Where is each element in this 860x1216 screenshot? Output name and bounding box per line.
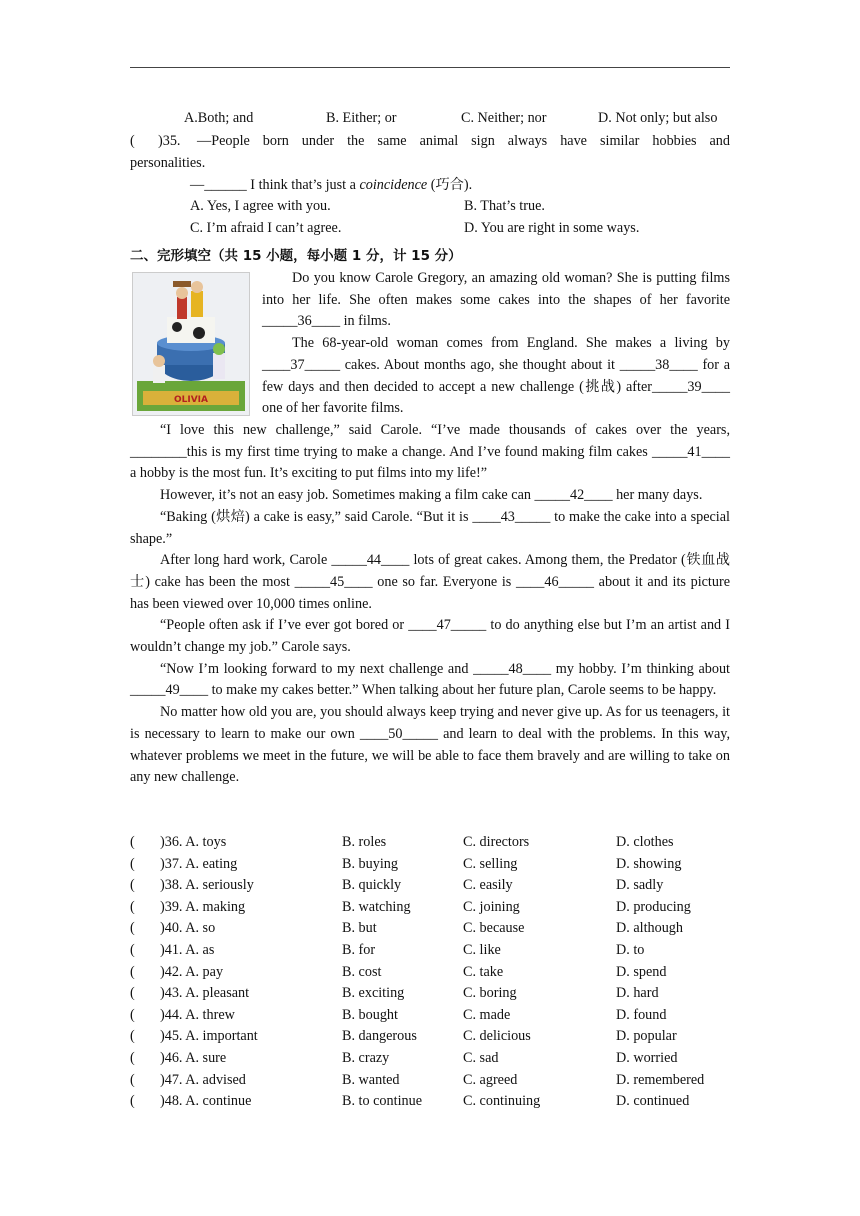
question-option-a: )44. A. threw xyxy=(160,1006,235,1023)
question-option-c: C. easily xyxy=(463,877,513,894)
question-option-a: )46. A. sure xyxy=(160,1049,227,1066)
question-option-b: B. buying xyxy=(342,855,398,872)
passage-paragraph-4: However, it’s not an easy job. Sometimes making a film cake can _____42____ her many days. xyxy=(160,487,703,504)
passage-p1 xyxy=(262,268,730,420)
answer-paren: ( xyxy=(130,855,135,872)
question-option-d: D. remembered xyxy=(616,1071,705,1088)
passage-paragraph-8: “Now I’m looking forward to my next challenge and _____48____ my hobby. I’m thinking about _____49____ to make my cakes better.” When talking about her future plan, Carole seems to be happy. xyxy=(130,660,730,699)
question-option-b: B. crazy xyxy=(342,1049,390,1066)
question-option-d: D. continued xyxy=(616,1093,690,1110)
q34-option-b: B. Either; or xyxy=(326,110,397,126)
answer-paren: ( xyxy=(130,920,135,937)
question-option-d: D. hard xyxy=(616,985,659,1002)
question-option-a: )38. A. seriously xyxy=(160,877,254,894)
q35-paren-open: ( xyxy=(130,133,135,149)
question-option-a: )42. A. pay xyxy=(160,963,224,980)
question-option-c: C. continuing xyxy=(463,1093,541,1110)
q34-option-d: D. Not only; but also xyxy=(598,110,718,126)
q35-reply xyxy=(130,175,730,197)
passage-paragraph-2: The 68-year-old woman comes from England. She makes a living by ____37_____ cakes. About months ago, she thought about it _____38____ for a few days and then decided to accept a new challenge (挑战) after_____39____ one of her favorite films. xyxy=(262,335,730,417)
question-option-b: B. watching xyxy=(342,898,411,915)
question-option-c: C. because xyxy=(463,920,525,937)
question-row xyxy=(130,875,730,897)
question-option-c: C. selling xyxy=(463,855,518,872)
q35-line2: personalities. xyxy=(130,155,206,171)
question-option-b: B. quickly xyxy=(342,877,402,894)
answer-paren: ( xyxy=(130,1093,135,1110)
passage-paragraph-9: No matter how old you are, you should always keep trying and never give up. As for us teenagers, it is necessary to learn to make our own ____50_____ and learn to deal with the problems. In this way, whatever problems we meet in the future, we will be able to face them bravely and are willing to take on any new challenge. xyxy=(130,704,730,786)
question-option-b: B. to continue xyxy=(342,1093,422,1110)
header-rule xyxy=(130,67,730,68)
cake-photo xyxy=(132,272,250,416)
question-option-c: C. agreed xyxy=(463,1071,518,1088)
question-option-d: D. showing xyxy=(616,855,682,872)
q35-option-a: A. Yes, I agree with you. xyxy=(190,198,331,215)
question-option-a: )40. A. so xyxy=(160,920,216,937)
question-option-b: B. roles xyxy=(342,834,387,850)
question-option-d: D. sadly xyxy=(616,877,664,894)
question-row xyxy=(130,1005,730,1027)
q35-option-b: B. That’s true. xyxy=(464,198,545,215)
question-option-d: D. popular xyxy=(616,1028,677,1045)
q35-reply-italic: coincidence xyxy=(359,176,428,193)
q34-option-a: A.Both; and xyxy=(184,110,254,126)
question-option-b: B. exciting xyxy=(342,985,405,1002)
question-option-b: B. wanted xyxy=(342,1071,400,1088)
passage-paragraph-7: “People often ask if I’ve ever got bored or ____47_____ to do anything else but I’m an artist and I wouldn’t change my job.” Carole says. xyxy=(130,617,730,656)
question-option-b: B. dangerous xyxy=(342,1028,417,1045)
question-option-a: )41. A. as xyxy=(160,941,215,958)
section-heading: 二、完形填空（共 15 小题，每小题 1 分，计 15 分） xyxy=(130,248,462,264)
question-option-d: D. producing xyxy=(616,898,691,915)
passage-body xyxy=(130,420,730,789)
question-option-d: D. found xyxy=(616,1006,667,1023)
question-option-c: C. take xyxy=(463,963,504,980)
q35-number: )35. xyxy=(158,133,181,149)
answer-paren: ( xyxy=(130,1006,135,1023)
passage-paragraph-1: Do you know Carole Gregory, an amazing old woman? She is putting films into her life. She often makes some cakes into the shapes of her favorite _____36____ in films. xyxy=(262,270,730,330)
question-row xyxy=(130,832,730,854)
answer-paren: ( xyxy=(130,963,135,980)
q34-option-c: C. Neither; nor xyxy=(461,110,547,126)
q35-reply-post: (巧合). xyxy=(427,176,473,193)
answer-paren: ( xyxy=(130,1071,135,1088)
question-option-c: C. made xyxy=(463,1006,511,1023)
question-row xyxy=(130,854,730,876)
answer-paren: ( xyxy=(130,985,135,1002)
question-option-c: C. directors xyxy=(463,834,530,850)
answer-paren: ( xyxy=(130,834,135,850)
question-list xyxy=(130,832,730,1113)
answer-paren: ( xyxy=(130,1028,135,1045)
question-option-c: C. delicious xyxy=(463,1028,531,1045)
question-option-d: D. clothes xyxy=(616,834,674,850)
question-option-d: D. although xyxy=(616,920,683,937)
q35-question xyxy=(130,131,730,240)
question-row xyxy=(130,897,730,919)
question-option-d: D. to xyxy=(616,941,645,958)
passage-paragraph-6: After long hard work, Carole _____44____ lots of great cakes. Among them, the Predator (铁血战士) cake has been the most _____45____ one so far. Everyone is ____46_____ about it and its picture has been viewed over 10,000 times online. xyxy=(130,552,730,612)
question-row xyxy=(130,918,730,940)
q35-reply-pre: —______ I think that’s just a xyxy=(190,176,360,193)
question-option-b: B. cost xyxy=(342,963,382,980)
q35-option-c: C. I’m afraid I can’t agree. xyxy=(190,220,342,237)
passage-paragraph-3: “I love this new challenge,” said Carole. “I’ve made thousands of cakes over the years, ________this is my first time trying to make a change. And I’ve found making film cakes _____41____ a hobby is the most fun. It’s exciting to put films into my life!” xyxy=(130,422,730,482)
question-option-a: )48. A. continue xyxy=(160,1093,252,1110)
question-option-a: )36. A. toys xyxy=(160,834,227,850)
question-option-c: C. sad xyxy=(463,1049,499,1066)
question-option-c: C. joining xyxy=(463,898,520,915)
question-option-c: C. boring xyxy=(463,985,517,1002)
cake-label-text: OLIVIA xyxy=(173,395,209,405)
question-option-d: D. spend xyxy=(616,963,667,980)
question-option-b: B. for xyxy=(342,941,376,958)
question-row xyxy=(130,1048,730,1070)
question-option-a: )43. A. pleasant xyxy=(160,985,250,1002)
question-row xyxy=(130,1026,730,1048)
answer-paren: ( xyxy=(130,898,135,915)
question-option-a: )37. A. eating xyxy=(160,855,238,872)
q35-line1: —People born under the same animal sign always have similar hobbies and xyxy=(197,133,730,149)
question-option-c: C. like xyxy=(463,941,501,958)
answer-paren: ( xyxy=(130,1049,135,1066)
question-row xyxy=(130,962,730,984)
question-option-a: )39. A. making xyxy=(160,898,246,915)
cake-illustration xyxy=(133,273,249,415)
question-option-a: )47. A. advised xyxy=(160,1071,246,1088)
question-option-b: B. bought xyxy=(342,1006,398,1023)
question-row xyxy=(130,940,730,962)
q35-option-d: D. You are right in some ways. xyxy=(464,220,640,237)
question-option-a: )45. A. important xyxy=(160,1028,258,1045)
question-row xyxy=(130,1070,730,1092)
question-option-b: B. but xyxy=(342,920,377,937)
answer-paren: ( xyxy=(130,877,135,894)
passage-paragraph-5: “Baking (烘焙) a cake is easy,” said Carole. “But it is ____43_____ to make the cake into a special shape.” xyxy=(130,508,730,547)
question-option-d: D. worried xyxy=(616,1049,678,1066)
answer-paren: ( xyxy=(130,941,135,958)
question-row xyxy=(130,983,730,1005)
q34-options xyxy=(130,108,730,130)
question-row xyxy=(130,1091,730,1113)
